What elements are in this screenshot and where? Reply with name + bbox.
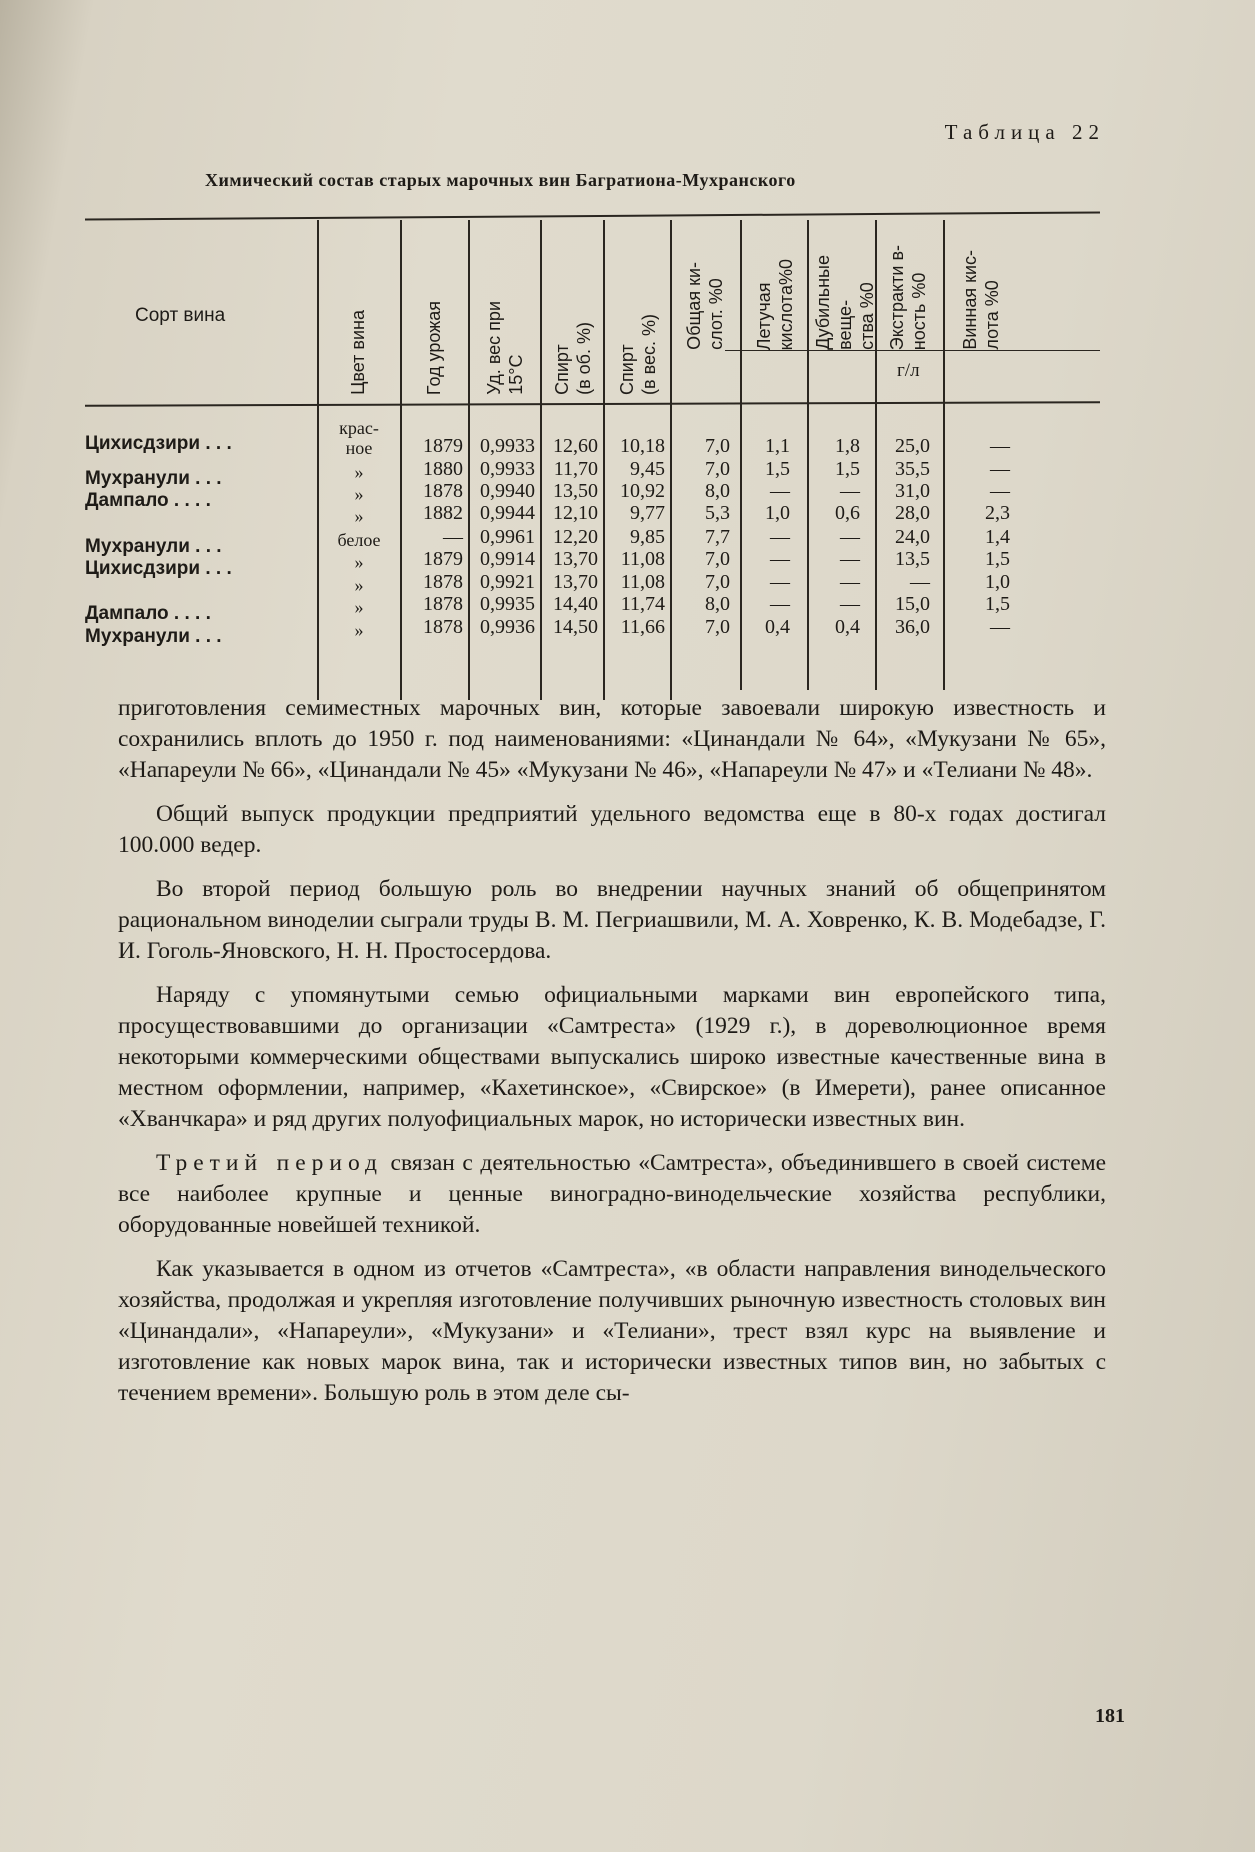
cell-year: 1879 xyxy=(423,548,463,570)
header-alcohol-vol: Спирт (в об. %) xyxy=(552,322,594,395)
cell-alc-vol: 14,50 xyxy=(553,616,598,638)
cell-extract: 13,5 xyxy=(895,548,930,570)
col-rule xyxy=(807,220,809,690)
cell-year: 1878 xyxy=(423,480,463,502)
cell-year: 1878 xyxy=(423,571,463,593)
wine-color: крас- ное xyxy=(339,418,379,458)
cell-extract: 35,5 xyxy=(895,458,930,480)
cell-tannins: — xyxy=(840,548,860,570)
wine-name: Цихисдзири . . . xyxy=(85,558,232,579)
cell-tannins: — xyxy=(840,571,860,593)
cell-alc-vol: 13,70 xyxy=(553,548,598,570)
paragraph: Наряду с упомянутыми семью официальными марками вин европейского типа, просуществовавшими до организации «Самтреста» (1929 г.), в дореволюционное время некоторыми коммерческими обществами выпускались широко известные качественные вина в местном оформлении, например, «Кахетинское», «Свирское» (в Имерети), ранее описанное «Хванчкара» и ряд других полуофициальных марок, но исторически известных вин. xyxy=(118,982,1106,1132)
wine-name: Мухранули . . . xyxy=(85,626,222,647)
cell-extract: 15,0 xyxy=(895,593,930,615)
paragraph: Как указывается в одном из отчетов «Самтреста», «в области направления винодельческого хозяйства, продолжая и укрепляя изготовление получивших рыночную известность столовых вин «Цинандали», «Напареули», «Мукузани» и «Телиани», трест взял курс на выявление и изготовление как новых марок вина, так и исторически известных типов вин, но забытых с течением времени». Большую роль в этом деле сы- xyxy=(118,1256,1106,1406)
cell-total-acid: 7,0 xyxy=(705,548,730,570)
cell-tartaric: — xyxy=(990,616,1010,638)
cell-year: 1878 xyxy=(423,616,463,638)
wine-color: » xyxy=(354,462,364,482)
cell-alc-wt: 10,92 xyxy=(620,480,665,502)
header-tannins: Дубильные веще- ства %0 xyxy=(813,255,877,350)
cell-volatile: — xyxy=(770,571,790,593)
cell-tartaric: — xyxy=(990,458,1010,480)
cell-total-acid: 7,0 xyxy=(705,435,730,457)
cell-year: 1879 xyxy=(423,435,463,457)
cell-tannins: 1,5 xyxy=(835,458,860,480)
cell-alc-vol: 12,10 xyxy=(553,502,598,524)
cell-alc-wt: 9,77 xyxy=(630,502,665,524)
cell-alc-vol: 13,50 xyxy=(553,480,598,502)
cell-alc-vol: 12,60 xyxy=(553,435,598,457)
wine-color: » xyxy=(354,597,364,617)
table-label: Таблица 22 xyxy=(944,120,1105,144)
cell-tartaric: — xyxy=(990,480,1010,502)
cell-alc-wt: 10,18 xyxy=(620,435,665,457)
cell-volatile: 1,1 xyxy=(765,435,790,457)
cell-total-acid: 7,0 xyxy=(705,571,730,593)
spaced-heading: Третий период xyxy=(156,1150,383,1176)
cell-alc-wt: 9,85 xyxy=(630,526,665,548)
col-rule xyxy=(740,220,742,690)
cell-density: 0,9936 xyxy=(480,616,535,638)
cell-year: 1882 xyxy=(423,502,463,524)
cell-total-acid: 8,0 xyxy=(705,480,730,502)
header-total-acid: Общая ки- слот. %0 xyxy=(684,262,726,350)
cell-tartaric: 1,0 xyxy=(985,571,1010,593)
cell-alc-vol: 13,70 xyxy=(553,571,598,593)
cell-density: 0,9940 xyxy=(480,480,535,502)
cell-tannins: — xyxy=(840,526,860,548)
cell-volatile: — xyxy=(770,526,790,548)
wine-color: » xyxy=(354,575,364,595)
cell-tartaric: 1,5 xyxy=(985,593,1010,615)
cell-year: 1880 xyxy=(423,458,463,480)
col-rule xyxy=(317,220,319,700)
col-rule xyxy=(603,220,605,700)
header-bottom-rule xyxy=(85,401,1100,407)
cell-extract: 25,0 xyxy=(895,435,930,457)
cell-density: 0,9914 xyxy=(480,548,535,570)
cell-density: 0,9944 xyxy=(480,502,535,524)
cell-total-acid: 7,7 xyxy=(705,526,730,548)
cell-tannins: 1,8 xyxy=(835,435,860,457)
paragraph: Общий выпуск продукции предприятий удельного ведомства еще в 80-х годах достигал 100.000 ведер. xyxy=(118,801,1106,858)
wine-name: Дампало . . . . xyxy=(85,490,211,511)
header-density: Уд. вес при 15°С xyxy=(484,301,526,395)
header-year: Год урожая xyxy=(424,300,444,395)
cell-alc-vol: 12,20 xyxy=(553,526,598,548)
cell-alc-vol: 11,70 xyxy=(553,458,598,480)
cell-volatile: — xyxy=(770,548,790,570)
cell-total-acid: 7,0 xyxy=(705,616,730,638)
cell-year: 1878 xyxy=(423,593,463,615)
wine-name: Цихисдзири . . . xyxy=(85,433,232,454)
cell-extract: 28,0 xyxy=(895,502,930,524)
header-volatile-acid: Летучая кислота%0 xyxy=(754,258,796,350)
paragraph: приготовления семиместных марочных вин, которые завоевали широкую известность и сохранились вплоть до 1950 г. под наименованиями: «Цинандали № 64», «Мукузани № 65», «Напареули № 66», «Цинандали № 45» «Мукузани № 46», «Напареули № 47» и «Телиани № 48». xyxy=(118,695,1106,783)
cell-density: 0,9961 xyxy=(480,526,535,548)
cell-total-acid: 5,3 xyxy=(705,502,730,524)
cell-total-acid: 8,0 xyxy=(705,593,730,615)
paragraph: Во второй период большую роль во внедрении научных знаний об общепринятом рациональном виноделии сыграли труды В. М. Пегриашвили, М. А. Ховренко, К. В. Модебадзе, Г. И. Гоголь-Яновского, Н. Н. Простосердова. xyxy=(118,876,1106,964)
wine-composition-table xyxy=(85,190,1105,700)
header-alcohol-wt: Спирт (в вес. %) xyxy=(617,314,659,395)
cell-volatile: 1,0 xyxy=(765,502,790,524)
cell-volatile: — xyxy=(770,480,790,502)
cell-volatile: 1,5 xyxy=(765,458,790,480)
paragraph-rest: связан с деятельностью «Самтреста», объединившего в своей системе все наиболее крупные и ценные виноградно-винодельческие хозяйства республики, оборудованные новейшей техникой. xyxy=(118,1150,1106,1238)
cell-extract: 31,0 xyxy=(895,480,930,502)
cell-tartaric: 1,5 xyxy=(985,548,1010,570)
table-title: Химический состав старых марочных вин Багратиона-Мухранского xyxy=(205,170,796,190)
cell-extract: — xyxy=(910,571,930,593)
cell-density: 0,9935 xyxy=(480,593,535,615)
cell-alc-wt: 9,45 xyxy=(630,458,665,480)
wine-name: Мухранули . . . xyxy=(85,468,222,489)
cell-tannins: 0,6 xyxy=(835,502,860,524)
cell-alc-vol: 14,40 xyxy=(553,593,598,615)
body-text xyxy=(118,693,1106,1422)
wine-color: » xyxy=(354,620,364,640)
col-rule xyxy=(400,220,402,700)
paragraph xyxy=(118,1148,1106,1241)
cell-total-acid: 7,0 xyxy=(705,458,730,480)
cell-alc-wt: 11,08 xyxy=(620,571,665,593)
cell-volatile: 0,4 xyxy=(765,616,790,638)
cell-alc-wt: 11,74 xyxy=(620,593,665,615)
cell-alc-wt: 11,66 xyxy=(620,616,665,638)
cell-alc-wt: 11,08 xyxy=(620,548,665,570)
cell-density: 0,9921 xyxy=(480,571,535,593)
cell-density: 0,9933 xyxy=(480,435,535,457)
header-sort: Сорт вина xyxy=(135,305,226,326)
cell-volatile: — xyxy=(770,593,790,615)
page-number: 181 xyxy=(1095,1705,1125,1727)
col-rule xyxy=(540,220,542,700)
wine-color: » xyxy=(354,552,364,572)
wine-name: Мухранули . . . xyxy=(85,536,222,557)
col-rule xyxy=(468,220,470,700)
header-color: Цвет вина xyxy=(348,310,368,395)
cell-extract: 36,0 xyxy=(895,616,930,638)
col-rule xyxy=(943,220,945,690)
wine-color: » xyxy=(354,484,364,504)
cell-tannins: 0,4 xyxy=(835,616,860,638)
cell-extract: 24,0 xyxy=(895,526,930,548)
cell-tartaric: 2,3 xyxy=(985,502,1010,524)
header-extract: Экстракти в- ность %0 xyxy=(887,244,929,350)
cell-density: 0,9933 xyxy=(480,458,535,480)
cell-year: — xyxy=(443,526,463,548)
cell-tannins: — xyxy=(840,593,860,615)
wine-color: белое xyxy=(337,530,381,550)
cell-tannins: — xyxy=(840,480,860,502)
unit-label: г/л xyxy=(897,360,920,381)
col-rule xyxy=(670,220,672,700)
cell-tartaric: 1,4 xyxy=(985,526,1010,548)
wine-color: » xyxy=(354,506,364,526)
header-tartaric: Винная кис- лота %0 xyxy=(960,250,1002,350)
wine-name: Дампало . . . . xyxy=(85,603,211,624)
cell-tartaric: — xyxy=(990,435,1010,457)
